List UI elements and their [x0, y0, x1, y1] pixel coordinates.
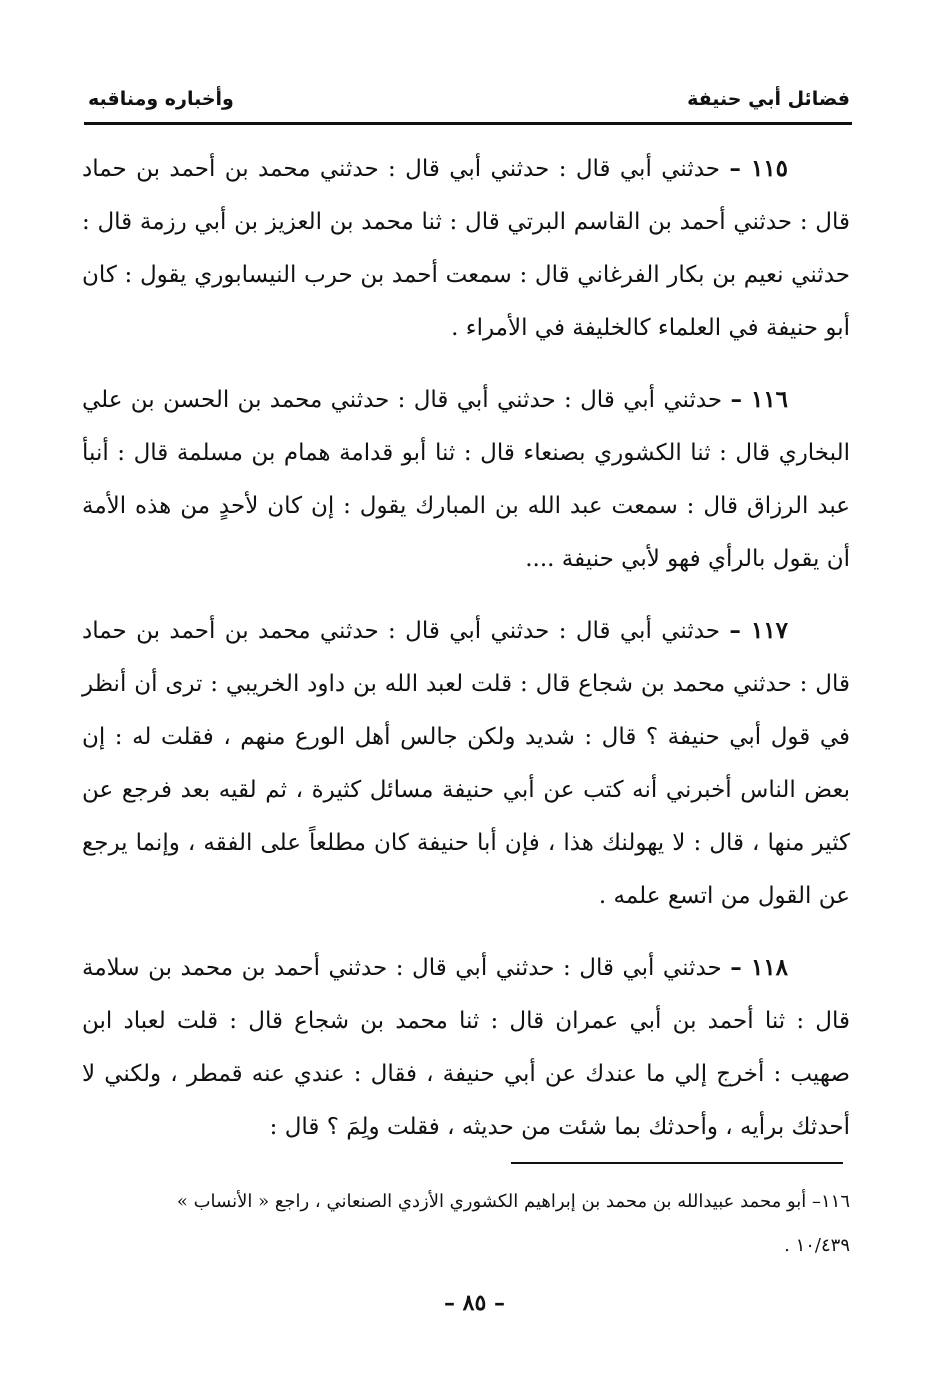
header-divider [84, 122, 852, 125]
paragraph-text: حدثني أبي قال : حدثني أبي قال : حدثني أحمد بن محمد بن سلامة قال : ثنا أحمد بن أبي عمران قال : ثنا محمد بن شجاع قال : قلت لعباد ابن صهيب : أخرج إلي ما عندك عن أبي حنيفة ، فقال : عندي عنه قمطر ، ولكني لا أحدثك برأيه ، وأحدثك بما شئت من حديثه ، فقلت ولِمَ ؟ قال : [82, 955, 850, 1140]
footnote [82, 1180, 850, 1268]
footnote-line: ١٠/٤٣٩ . [784, 1235, 850, 1256]
paragraph-115 [82, 142, 850, 355]
running-header-section-title: وأخباره ومناقبه [88, 88, 234, 110]
paragraph-number: ١١٧ – [729, 617, 788, 644]
paragraph-number: ١١٥ – [729, 155, 788, 182]
paragraph-text: حدثني أبي قال : حدثني أبي قال : حدثني محمد بن أحمد بن حماد قال : حدثني أحمد بن القاسم البرتي قال : ثنا محمد بن العزيز بن أبي رزمة قال : حدثني نعيم بن بكار الفرغاني قال : سمعت أحمد بن حرب النيسابوري يقول : كان أبو حنيفة في العلماء كالخليفة في الأمراء . [82, 156, 850, 341]
paragraph-118 [82, 941, 850, 1154]
page-number: – ٨٥ – [444, 1290, 505, 1316]
main-text [82, 142, 850, 1172]
running-header [88, 82, 850, 118]
paragraph-number: ١١٨ – [730, 954, 788, 981]
running-header-book-title: فضائل أبي حنيفة [687, 88, 850, 110]
footnote-divider [511, 1162, 843, 1164]
footnote-line: ١١٦– أبو محمد عبيدالله بن محمد بن إبراهيم الكشوري الأزدي الصنعاني ، راجع « الأنساب » [176, 1191, 850, 1212]
paragraph-text: حدثني أبي قال : حدثني أبي قال : حدثني محمد بن أحمد بن حماد قال : حدثني محمد بن شجاع قال : قلت لعبد الله بن داود الخريبي : ترى أن أنظر في قول أبي حنيفة ؟ قال : شديد ولكن جالس أهل الورع منهم ، فقلت له : إن بعض الناس أخبرني أنه كتب عن أبي حنيفة مسائل كثيرة ، ثم لقيه بعد فرجع عن كثير منها ، قال : لا يهولنك هذا ، فإن أبا حنيفة كان مطلعاً على الفقه ، وإنما يرجع عن القول من اتسع علمه . [82, 618, 850, 909]
paragraph-117 [82, 604, 850, 923]
paragraph-number: ١١٦ – [730, 386, 789, 413]
paragraph-116 [82, 373, 850, 586]
paragraph-text: حدثني أبي قال : حدثني أبي قال : حدثني محمد بن الحسن بن علي البخاري قال : ثنا الكشوري بصنعاء قال : ثنا أبو قدامة همام بن مسلمة قال : أنبأ عبد الرزاق قال : سمعت عبد الله بن المبارك يقول : إن كان لأحدٍ من هذه الأمة أن يقول بالرأي فهو لأبي حنيفة .... [82, 387, 850, 572]
